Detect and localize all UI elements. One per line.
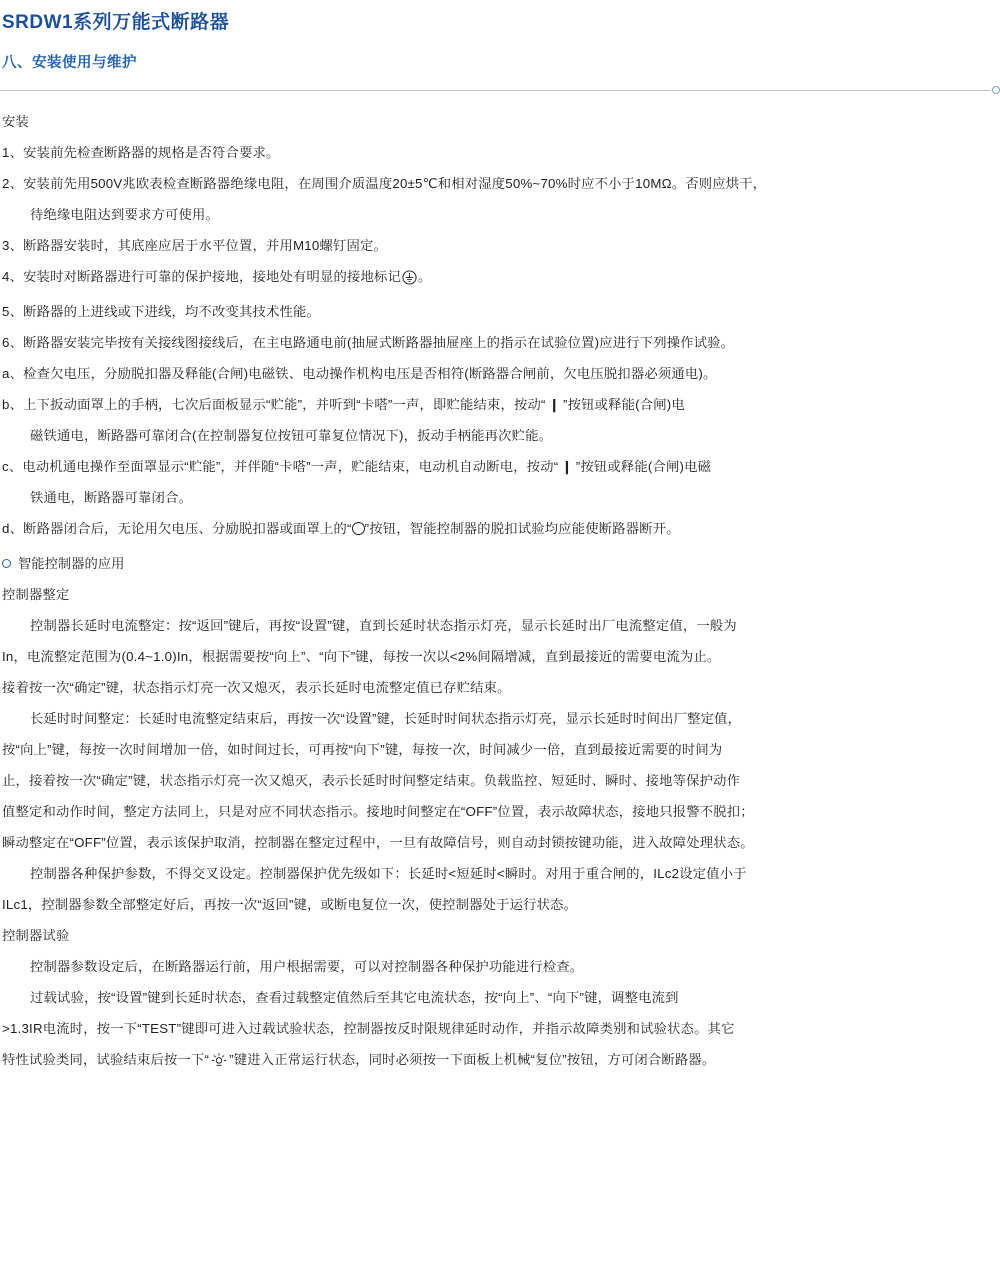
test-para-4-part1: 特性试验类同，试验结束后按一下“ <box>2 1051 210 1067</box>
install-item-c-cont: 铁通电，断路器可靠闭合。 <box>30 489 192 505</box>
setting-para-10: ILc1，控制器参数全部整定好后，再按一次“返回”键，或断电复位一次，使控制器处于运行状态。 <box>2 896 578 912</box>
setting-para-5: 按“向上”键，每按一次时间增加一倍，如时间过长，可再按“向下”键，每按一次，时间减少一倍，直到最接近需要的时间为 <box>2 741 723 757</box>
test-para-3: >1.3IR电流时，按一下“TEST”键即可进入过载试验状态，控制器按反时限规律延时动作，并指示故障类别和试验状态。其它 <box>2 1020 735 1036</box>
setting-para-8: 瞬动整定在“OFF”位置，表示该保护取消，控制器在整定过程中，一旦有故障信号，则自动封锁按键功能，进入故障处理状态。 <box>2 834 754 850</box>
test-para-1: 控制器参数设定后，在断路器运行前，用户根据需要，可以对控制器各种保护功能进行检查。 <box>30 958 584 974</box>
circle-bullet-icon <box>2 559 11 568</box>
test-para-4-part2: ”键进入正常运行状态，同时必须按一下面板上机械“复位”按钮，方可闭合断路器。 <box>229 1051 716 1067</box>
document-title: SRDW1系列万能式断路器 <box>2 12 230 33</box>
controller-bullet-label: 智能控制器的应用 <box>18 555 125 571</box>
install-item-c-part2: ”按钮或释能(合闸)电磁 <box>575 458 712 474</box>
test-para-2: 过载试验，按“设置”键到长延时状态，查看过载整定值然后至其它电流状态，按“向上”、“向下”键，调整电流到 <box>30 989 679 1005</box>
install-item-d <box>2 513 992 544</box>
install-item-4-end: 。 <box>418 268 432 284</box>
install-item-c-part1: c、电动机通电操作至面罩显示“贮能”，并伴随“卡嗒”一声，贮能结束，电动机自动断电，按动“ <box>2 458 559 474</box>
install-item-d-part2: ”按钮，智能控制器的脱扣试验均应能使断路器断开。 <box>364 520 680 536</box>
install-item-b-cont: 磁铁通电，断路器可靠闭合(在控制器复位按钮可靠复位情况下)，扳动手柄能再次贮能。 <box>30 427 553 443</box>
install-item-c <box>2 451 992 482</box>
setting-para-6: 止，接着按一次“确定”键，状态指示灯亮一次又熄灭，表示长延时时间整定结束。负载监控、短延时、瞬时、接地等保护动作 <box>2 772 741 788</box>
section-divider <box>0 82 1000 100</box>
install-item-a: a、检查欠电压，分励脱扣器及释能(合闸)电磁铁、电动操作机构电压是否相符(断路器合闸前，欠电压脱扣器必须通电)。 <box>2 365 717 381</box>
install-item-4-text: 4、安装时对断路器进行可靠的保护接地，接地处有明显的接地标记 <box>2 268 402 284</box>
install-item-6: 6、断路器安装完毕按有关接线图接线后，在主电路通电前(抽屉式断路器抽屉座上的指示在试验位置)应进行下列操作试验。 <box>2 334 735 350</box>
setting-para-3: 接着按一次“确定”键，状态指示灯亮一次又熄灭，表示长延时电流整定值已存贮结束。 <box>2 679 511 695</box>
section-heading: 八、安装使用与维护 <box>2 54 137 71</box>
divider-dot <box>992 86 1000 94</box>
install-item-1: 1、安装前先检查断路器的规格是否符合要求。 <box>2 144 280 160</box>
setting-para-7: 值整定和动作时间，整定方法同上，只是对应不同状态指示。接地时间整定在“OFF”位置，表示故障状态，接地只报警不脱扣； <box>2 803 754 819</box>
sun-brightness-icon <box>211 1048 227 1079</box>
install-item-b-part1: b、上下扳动面罩上的手柄，七次后面板显示“贮能”，并听到“卡嗒”一声，即贮能结束，按动“ <box>2 396 546 412</box>
controller-setting-heading: 控制器整定 <box>2 586 70 602</box>
install-item-b-part2: ”按钮或释能(合闸)电 <box>562 396 685 412</box>
test-para-4 <box>2 1044 992 1079</box>
setting-para-4: 长延时时间整定：长延时电流整定结束后，再按一次“设置”键，长延时时间状态指示灯亮，显示长延时时间出厂整定值， <box>30 710 742 726</box>
install-heading: 安装 <box>2 113 29 129</box>
install-item-3: 3、断路器安装时，其底座应居于水平位置，并用M10螺钉固定。 <box>2 237 387 253</box>
install-item-2: 2、安装前先用500V兆欧表检查断路器绝缘电阻，在周围介质温度20±5℃和相对湿度50%~70%时应不小于10MΩ。否则应烘干， <box>2 175 767 191</box>
install-item-4 <box>2 261 992 296</box>
install-item-5: 5、断路器的上进线或下进线，均不改变其技术性能。 <box>2 303 321 319</box>
setting-para-1: 控制器长延时电流整定：按“返回”键后，再按“设置”键，直到长延时状态指示灯亮，显示长延时出厂电流整定值，一般为 <box>30 617 737 633</box>
close-button-symbol: ❙ <box>548 396 560 412</box>
setting-para-2: In，电流整定范围为(0.4~1.0)In，根据需要按“向上”、“向下”键，每按一次以<2%间隔增减，直到最接近的需要电流为止。 <box>2 648 721 664</box>
close-button-symbol: ❙ <box>561 458 573 474</box>
install-item-d-part1: d、断路器闭合后，无论用欠电压、分励脱扣器或面罩上的“ <box>2 520 352 536</box>
install-item-2-cont: 待绝缘电阻达到要求方可使用。 <box>30 206 219 222</box>
earth-ground-icon <box>402 265 417 296</box>
setting-para-9: 控制器各种保护参数，不得交叉设定。控制器保护优先级如下：长延时<短延时<瞬时。对用于重合闸的，ILc2设定值小于 <box>30 865 747 881</box>
divider-line <box>0 90 990 91</box>
controller-bullet-heading <box>2 548 992 579</box>
controller-test-heading: 控制器试验 <box>2 927 70 943</box>
open-button-symbol <box>352 522 365 535</box>
install-item-b <box>2 389 992 420</box>
document-body <box>0 100 1000 1099</box>
